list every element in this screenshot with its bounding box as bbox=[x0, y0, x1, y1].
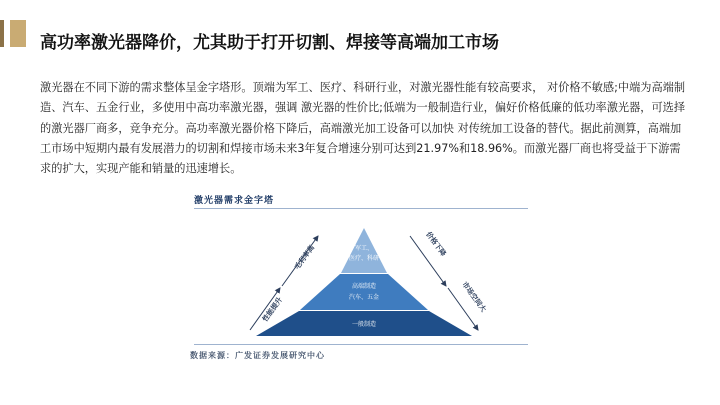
tier-top-label-line2: 医疗、科研 bbox=[348, 255, 380, 262]
body-paragraph: 激光器在不同下游的需求整体呈金字塔形。顶端为军工、医疗、科研行业，对激光器性能有较高要求， 对价格不敏感;中端为高端制造、汽车、五金行业，多使用中高功率激光器，强调 激光器的性价比;低端为一般制造行业，偏好价格低廉的低功率激光器，可选择的激光器厂商多，竞争充分。高功率激光器价格下降后，高端激光加工设备可以加快 对传统加工设备的替代。据此前测算，高端加工市场中短期内最有发展潜力的切割和焊接市场未来3年复合增速分别可达到21.97%和18.96%。而激光器厂商也将受益于下游需求的扩大，实现产能和销量的迅速增长。 bbox=[40, 81, 686, 176]
side-label-lower-right: 市场空间大 bbox=[460, 280, 488, 314]
tier-top-label-line1: 军工、 bbox=[354, 245, 374, 252]
pyramid-tier-middle bbox=[300, 274, 428, 310]
tier-middle-label-line1: 高端制造 bbox=[351, 283, 377, 290]
accent-bar-light bbox=[10, 20, 26, 47]
side-label-lower-left: 性能提升 bbox=[261, 295, 285, 324]
tier-bottom-label: 一般制造 bbox=[351, 321, 377, 328]
tier-middle-label-line2: 汽车、五金 bbox=[348, 294, 380, 301]
accent-bar-dark bbox=[0, 20, 4, 47]
pyramid-diagram bbox=[190, 190, 532, 346]
pyramid-figure bbox=[190, 190, 532, 370]
slide-title: 高功率激光器降价，尤其助于打开切割、焊接等高端加工市场 bbox=[40, 33, 499, 53]
figure-source: 数据来源：广发证券发展研究中心 bbox=[190, 351, 325, 360]
figure-bottom-rule bbox=[194, 344, 528, 345]
side-label-upper-left: 毛利率高 bbox=[293, 243, 317, 272]
figure-title: 激光器需求金字塔 bbox=[194, 196, 275, 206]
side-label-upper-right: 价格下降 bbox=[424, 230, 448, 258]
